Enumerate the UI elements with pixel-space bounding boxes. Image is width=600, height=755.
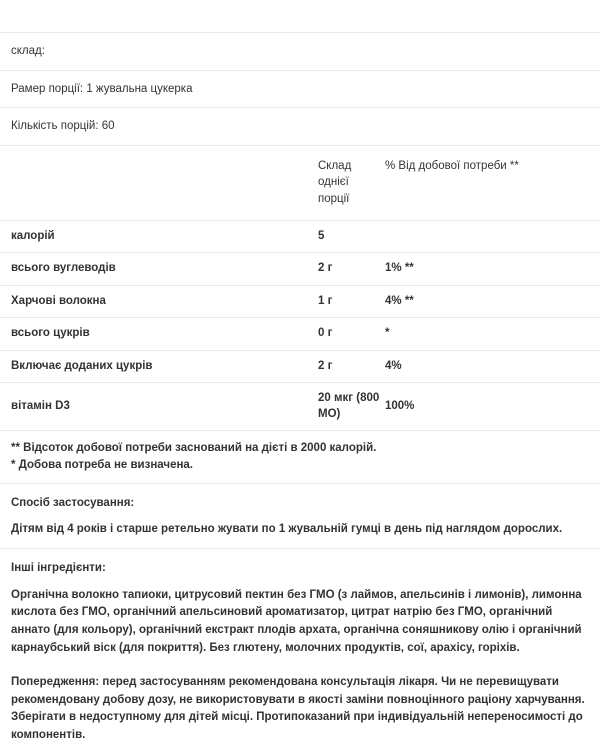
nutrient-daily-value: 1% ** bbox=[385, 253, 600, 286]
nutrient-name: вітамін D3 bbox=[0, 383, 318, 431]
column-header-amount-per-serving: Склад однієї порції bbox=[318, 146, 385, 221]
table-row bbox=[0, 253, 600, 286]
footnotes-block bbox=[0, 431, 600, 482]
nutrient-daily-value: 4% ** bbox=[385, 285, 600, 318]
nutrient-name: калорій bbox=[0, 220, 318, 253]
table-header-row bbox=[0, 146, 600, 221]
table-row bbox=[0, 220, 600, 253]
nutrient-daily-value: 4% bbox=[385, 350, 600, 383]
other-ingredients-text: Органічна волокно тапиоки, цитрусовий пектин без ГМО (з лаймов, апельсинів і лимонів), лимонна кислота без ГМО, органічний апельсиновий ароматизатор, цитрат натрію без ГМО, органічний аннато (для кольору), органічний екстракт плодів архата, органічна соняшникову олію і органічний карнаубський віск (для покриття). Без глютену, молочних продуктів, сої, арахісу, горіхів. bbox=[11, 588, 582, 654]
nutrient-daily-value bbox=[385, 220, 600, 253]
nutrient-name: Включає доданих цукрів bbox=[0, 350, 318, 383]
footnote-double-asterisk: ** Відсоток добової потреби заснований на дієті в 2000 калорій. bbox=[11, 442, 377, 455]
nutrition-table-head bbox=[0, 146, 600, 221]
table-row bbox=[0, 318, 600, 351]
nutrient-daily-value: * bbox=[385, 318, 600, 351]
nutrient-amount: 0 г bbox=[318, 318, 385, 351]
column-header-daily-value: % Від добової потреби ** bbox=[385, 146, 600, 221]
table-row bbox=[0, 285, 600, 318]
table-row bbox=[0, 383, 600, 431]
nutrient-name: всього вуглеводів bbox=[0, 253, 318, 286]
nutrient-name: Харчові волокна bbox=[0, 285, 318, 318]
nutrient-name: всього цукрів bbox=[0, 318, 318, 351]
table-row bbox=[0, 350, 600, 383]
nutrient-amount: 20 мкг (800 МО) bbox=[318, 383, 385, 431]
servings-per-container-row: Кількість порцій: 60 bbox=[11, 120, 115, 133]
footnote-single-asterisk: * Добова потреба не визначена. bbox=[11, 458, 194, 471]
nutrient-amount: 1 г bbox=[318, 285, 385, 318]
top-spacer bbox=[0, 0, 600, 32]
nutrient-daily-value: 100% bbox=[385, 383, 600, 431]
nutrition-table bbox=[0, 146, 600, 432]
nutrient-amount: 2 г bbox=[318, 253, 385, 286]
directions-label: Спосіб застосування: bbox=[11, 496, 135, 509]
column-header-name bbox=[0, 146, 318, 221]
composition-label: склад: bbox=[11, 45, 45, 57]
nutrient-amount: 2 г bbox=[318, 350, 385, 383]
warning-text: Попередження: перед застосуванням рекомендована консультація лікаря. Чи не перевищувати рекомендовану добову дозу, не використовувати в якості заміни повноцінного раціону харчування. Зберігати в недоступному для дітей місці. Протипоказаний при індивідуальній непереносимості до компонентів. bbox=[11, 675, 585, 742]
nutrition-table-body bbox=[0, 220, 600, 431]
nutrient-amount: 5 bbox=[318, 220, 385, 253]
other-ingredients-label: Інші інгредієнти: bbox=[11, 562, 106, 575]
directions-text: Дітям від 4 років і старше ретельно жувати по 1 жувальній гумці в день під наглядом дорослих. bbox=[11, 522, 563, 535]
serving-size-row: Рамер порції: 1 жувальна цукерка bbox=[11, 82, 193, 95]
